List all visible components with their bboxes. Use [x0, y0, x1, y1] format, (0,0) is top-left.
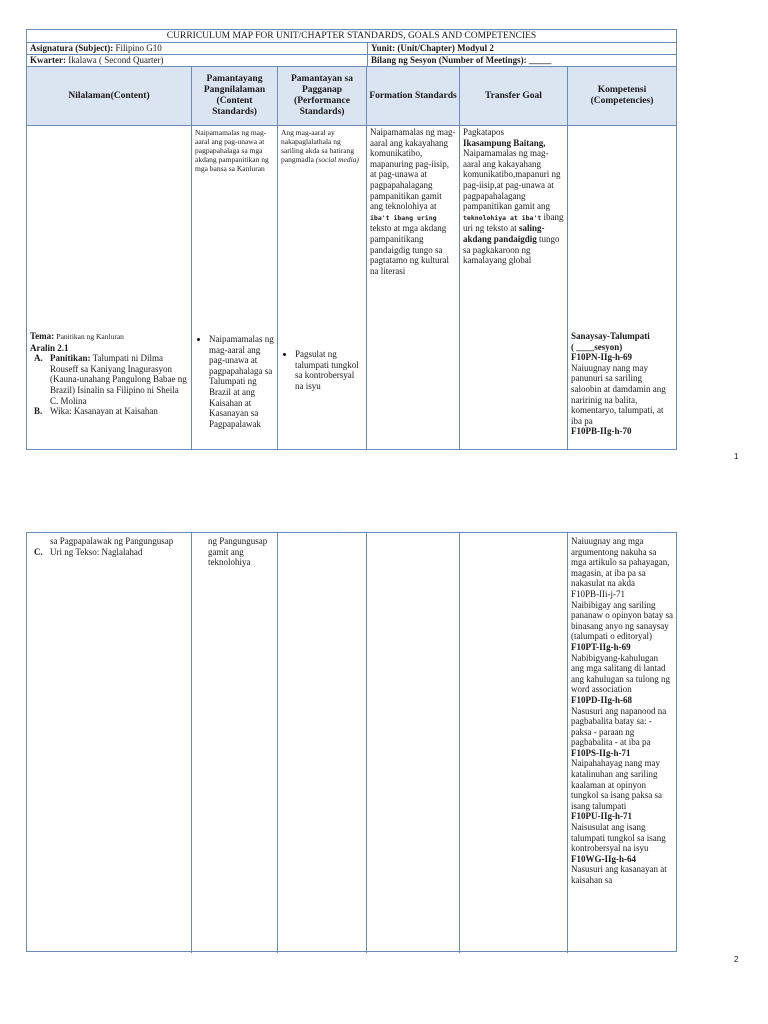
formation-standard-text: Naipamamalas ng mag-aaral ang kakayahang komunikatibo, mapanuring pag-iisip, at pag-unawa at pagpapahalagang pampanitikan gamit ang teknolohiya at iba't ibang uring teksto at mga akdang pampanitikang pandaigdig tungo sa pagtatamo ng kultural na literasi — [370, 127, 456, 276]
subject-field: Asignatura (Subject): Filipino G10 — [30, 43, 162, 53]
competency-text: Naibibigay ang sariling pananaw o opinyon batay sa binasang anyo ng sanaysay (talumpati o editoryal) — [571, 599, 673, 642]
content-cell-continued: sa Pagpapalawak ng Pangungusap C. Uri ng Tekso: Naglalahad — [27, 535, 191, 595]
performance-standard-text: Ang mag-aaral ay nakapaglalathala ng sariling akda sa hatirang pangmadla (social media) — [281, 128, 359, 164]
unit-field: Yunit: (Unit/Chapter) Modyul 2 — [371, 43, 494, 53]
competency-text: Naisusulat ang isang talumpati tungkol sa isang kontrobersyal na isyu — [571, 822, 666, 854]
header-transfer-goal: Transfer Goal — [460, 67, 567, 125]
competency-code: F10PU-IIg-h-71 — [571, 811, 632, 822]
competency-text: Nasusuri ang napanood na pagbabalita batay sa: - paksa - paraan ng pagbabalita - at iba pa — [571, 705, 667, 748]
competency-code: F10PT-IIg-h-69 — [571, 641, 631, 652]
competency-code: F10PD-IIg-h-68 — [571, 694, 632, 705]
competency-text: Nasusuri ang kasanayan at kaisahan sa — [571, 864, 667, 885]
header-performance-standards: Pamantayan sa Pagganap (Performance Standards) — [278, 67, 366, 125]
header-competencies: Kompetensi (Competencies) — [568, 67, 676, 125]
aralin-label: Aralin 2.1 — [30, 342, 69, 353]
page-number: 2 — [734, 955, 739, 964]
list-item: • Naipamamalas ng mag-aaral ang pag-unawa at pagpapahalaga sa Talumpati ng Brazil at ang Kaisahan at Kasanayan sa Pagpapalawak — [209, 334, 274, 429]
meetings-field: Bilang ng Sesyon (Number of Meetings): _____ — [371, 55, 552, 65]
transfer-goal-text: Pagkatapos Ikasampung Baitang, Naipamamalas ng mag-aaral ang kakayahang komunikatibo,mapanuri ng pag-iisip,at pag-unawa at pagpapahalagang pampanitikan gamit ang teknolohiya at iba't ibang uri ng teksto at saling-akdang pandaigdig tungo sa pagkakaroon ng kamalayang global — [463, 127, 564, 266]
list-item: B. Wika: Kasanayan at Kaisahan — [34, 406, 158, 417]
content-list — [30, 353, 188, 417]
competency-text: Naipahahayag nang may katalinuhan ang sariling kaalaman at opinyon tungkol sa isang paksa sa isang talumpati — [571, 758, 662, 811]
competency-code: F10PB-IIg-h-70 — [571, 426, 632, 437]
content-standard-text: Naipamamalas ng mag-aaral ang pag-unawa at pagpapahalaga sa mga akdang pampanitikan ng mga bansa sa Kanluran — [195, 128, 269, 173]
competency-text: Naiuugnay ang mga argumentong nakuha sa mga artikulo sa pahayagan, magasin, at iba pa sa nakasulat na akda — [571, 536, 670, 589]
content-cell: Tema: Panitikan ng Kanluran Aralin 2.1 A. Panitikan: Talumpati ni Dilma Rouseff sa Kaniyang Inagurasyon (Kauna-unahang Pangulong Babae ng Brazil) Isinalin sa Filipino ni Sheila C. Molina B. Wika: Kasanayan at Kaisahan — [30, 331, 187, 417]
document-title: CURRICULUM MAP FOR UNIT/CHAPTER STANDARDS, GOALS AND COMPETENCIES — [166, 31, 537, 41]
competency-code: F10PS-IIg-h-71 — [571, 747, 631, 758]
content-standard-continued: ng Pangungusap gamit ang teknolohiya — [208, 536, 268, 568]
competency-code: F10WG-IIg-h-64 — [571, 853, 636, 864]
list-item: • Pagsulat ng talumpati tungkol sa kontrobersyal na isyu — [295, 349, 363, 391]
competency-text: Nabibigyang-kahulugan ang mga salitang di lantad ang kahulugan sa tulong ng word association — [571, 652, 670, 695]
page-number: 1 — [734, 452, 739, 461]
competencies-list-continued — [568, 535, 676, 951]
list-item: A. Panitikan: Talumpati ni Dilma Rouseff sa Kaniyang Inagurasyon (Kauna-unahang Pangulong Babae ng Brazil) Isinalin sa Filipino ni Sheila C. Molina — [34, 353, 187, 406]
header-formation-standards: Formation Standards — [367, 67, 459, 125]
curriculum-map-table-page-1 — [26, 29, 677, 450]
list-item: C. Uri ng Tekso: Naglalahad — [34, 546, 143, 557]
header-content-standards: Pamantayang Pangnilalaman (Content Standards) — [192, 67, 277, 125]
header-content: Nilalaman(Content) — [27, 67, 191, 125]
performance-standard-bullet-cell — [278, 348, 366, 428]
quarter-field: Kwarter: Ikalawa ( Second Quarter) — [30, 55, 164, 65]
content-standard-bullet-cell — [192, 333, 277, 450]
competency-code: F10PN-IIg-h-69 — [571, 352, 632, 363]
curriculum-map-table-page-2 — [26, 532, 677, 952]
competency-text: F10PB-IIi-j-71 — [571, 588, 625, 599]
competencies-cell: Sanaysay-Talumpati ( ____sesyon) F10PN-IIg-h-69 Naiuugnay nang may panunuri sa sariling saloobin at damdamin ang naririnig na balita, komentaryo, talumpati, at iba pa F10PB-IIg-h-70 — [568, 330, 676, 450]
social-media-note: (social media) — [315, 155, 359, 164]
